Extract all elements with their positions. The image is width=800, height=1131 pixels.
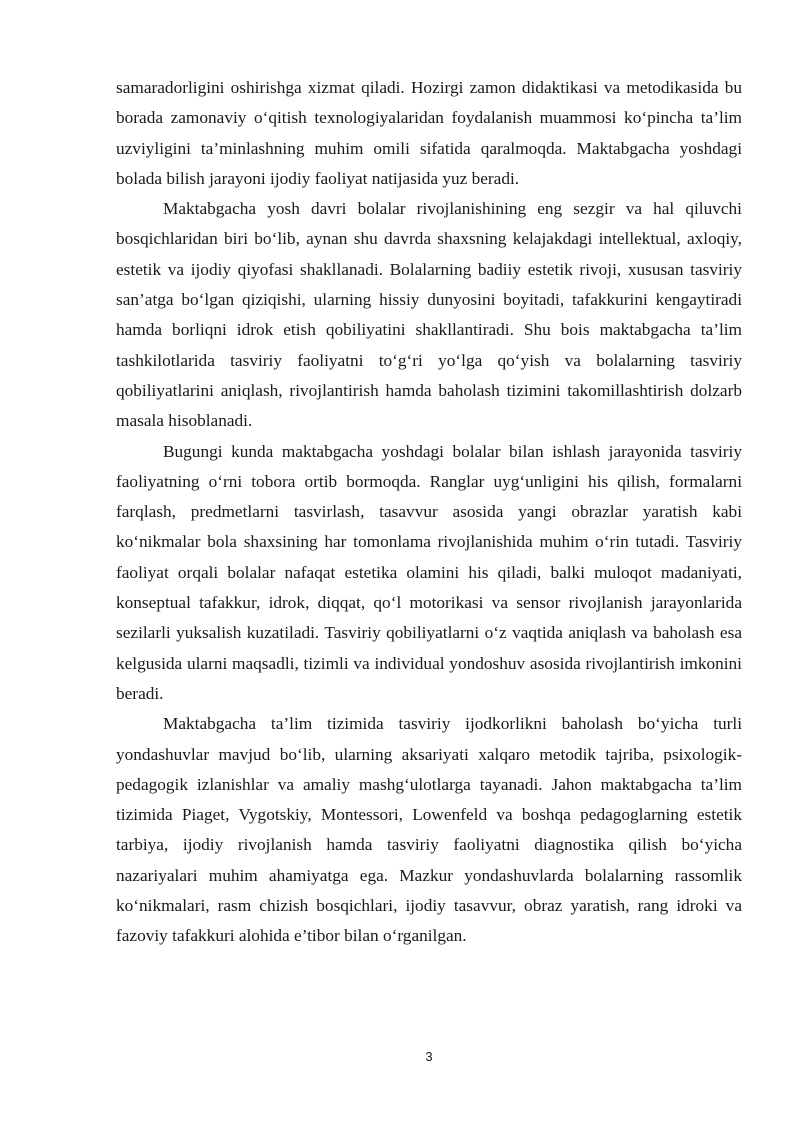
document-body — [116, 73, 742, 952]
paragraph-3: Bugungi kunda maktabgacha yoshdagi bolalar bilan ishlash jarayonida tasviriy faoliyatning o‘rni tobora ortib bormoqda. Ranglar uyg‘unligini his qilish, formalarni farqlash, predmetlarni tasvirlash, tasavvur asosida yangi obrazlar yaratish kabi ko‘nikmalar bola shaxsining har tomonlama rivojlanishida muhim o‘rin tutadi. Tasviriy faoliyat orqali bolalar nafaqat estetika olamini his qiladi, balki muloqot madaniyati, konseptual tafakkur, idrok, diqqat, qo‘l motorikasi va sensor rivojlanish jarayonlarida sezilarli yuksalish kuzatiladi. Tasviriy qobiliyatlarni o‘z vaqtida aniqlash va baholash esa kelgusida ularni maqsadli, tizimli va individual yondoshuv asosida rivojlantirish imkonini beradi. — [116, 441, 742, 703]
paragraph-2: Maktabgacha yosh davri bolalar rivojlanishining eng sezgir va hal qiluvchi bosqichlaridan biri bo‘lib, aynan shu davrda shaxsning kelajakdagi intellektual, axloqiy, estetik va ijodiy qiyofasi shakllanadi. Bolalarning badiiy estetik rivoji, xususan tasviriy san’atga bo‘lgan qiziqishi, ularning hissiy dunyosini boyitadi, tafakkurini kengaytiradi hamda borliqni idrok etish qobiliyatini shakllantiradi. Shu bois maktabgacha ta’lim tashkilotlarida tasviriy faoliyatni to‘g‘ri yo‘lga qo‘yish va bolalarning tasviriy qobiliyatlarini aniqlash, rivojlantirish hamda baholash tizimini takomillashtirish dolzarb masala hisoblanadi. — [116, 199, 742, 431]
paragraph-4: Maktabgacha ta’lim tizimida tasviriy ijodkorlikni baholash bo‘yicha turli yondashuvlar mavjud bo‘lib, ularning aksariyati xalqaro metodik tajriba, psixologik-pedagogik izlanishlar va amaliy mashg‘ulotlarga tayanadi. Jahon maktabgacha ta’lim tizimida Piaget, Vygotskiy, Montessori, Lowenfeld va boshqa pedagoglarning estetik tarbiya, ijodiy rivojlanish hamda tasviriy faoliyatni diagnostika qilish bo‘yicha nazariyalari muhim ahamiyatga ega. Mazkur yondashuvlarda bolalarning rassomlik ko‘nikmalari, rasm chizish bosqichlari, ijodiy tasavvur, obraz yaratish, rang idroki va fazoviy tafakkuri alohida e’tibor bilan o‘rganilgan. — [116, 714, 742, 946]
paragraph-1: samaradorligini oshirishga xizmat qiladi. Hozirgi zamon didaktikasi va metodikasida bu borada zamonaviy o‘qitish texnologiyalaridan foydalanish muammosi ko‘pincha ta’lim uzviyligini ta’minlashning muhim omili sifatida qaralmoqda. Maktabgacha yoshdagi bolada bilish jarayoni ijodiy faoliyat natijasida yuz beradi. — [116, 78, 742, 188]
page-number: 3 — [425, 1049, 433, 1064]
